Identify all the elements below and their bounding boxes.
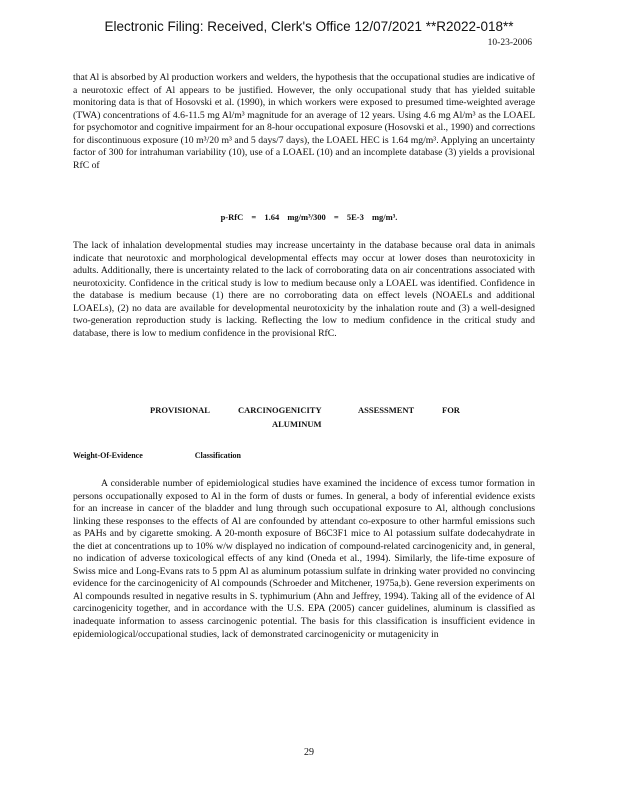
section-title-word: ALUMINUM <box>272 419 322 429</box>
paragraph-carcinogenicity: A considerable number of epidemiological studies have examined the incidence of excess tumor formation in persons occupationally exposed to Al in the form of dusts or fumes. In general, a body of inferential evidence exists for an increase in cancer of the bladder and lung through such occupational exposure to Al, although conclusions linking these responses to the effects of Al are confounded by attendant co-exposure to other harmful emissions such as PAHs and by cigarette smoking. A 20-month exposure of B6C3F1 mice to Al potassium sulfate dodecahydrate in the diet at concentrations up to 10% w/w displayed no indication of compound-related carcinogenicity and, in general, no indication of adverse toxicological effects of any kind (Oneda et al., 1994). Similarly, the life-time exposure of Swiss mice and Long-Evans rats to 5 ppm Al as aluminum potassium sulfate in drinking water provided no convincing evidence for the carcinogenicity of Al compounds (Schroeder and Mitchener, 1975a,b). Gene reversion experiments on Al compounds resulted in negative results in S. typhimurium (Ahn and Jeffrey, 1994). Taking all of the evidence of Al carcinogenicity together, and in accordance with the U.S. EPA (2005) cancer guidelines, aluminum is classified as inadequate information to assess carcinogenic potential. The basis for this classification is insufficient evidence in epidemiological/occupational studies, lack of demonstrated carcinogenicity or mutagenicity in <box>73 478 535 640</box>
paragraph-rfc-derivation: that Al is absorbed by Al production workers and welders, the hypothesis that the occupational studies are indicative of a neurotoxic effect of Al appears to be justified. However, the only occupational study that has yielded suitable monitoring data is that of Hosovski et al. (1990), in which workers were exposed to presumed time-weighted average (TWA) concentrations of 4.6-11.5 mg Al/m³ magnitude for an average of 12 years. Using 4.6 mg Al/m³ as the LOAEL for psychomotor and cognitive impairment for an 8-hour occupational exposure (Hosovski et al., 1990) and corrections for discontinuous exposure (10 m³/20 m³ and 5 days/7 days), the LOAEL HEC is 1.64 mg/m³. Applying an uncertainty factor of 300 for intrahuman variability (10), use of a LOAEL (10) and an incomplete database (3) yields a provisional RfC of <box>73 72 535 171</box>
subheading <box>73 451 293 460</box>
section-title-word: PROVISIONAL <box>150 405 210 415</box>
section-title-word: ASSESSMENT <box>358 405 415 415</box>
subheading-left: Weight-Of-Evidence <box>73 451 143 460</box>
page-number: 29 <box>304 747 314 758</box>
section-title-word: CARCINOGENICITY <box>238 405 322 415</box>
filing-header: Electronic Filing: Received, Clerk's Office 12/07/2021 **R2022-018** <box>104 19 514 34</box>
document-date: 10-23-2006 <box>487 38 532 48</box>
paragraph-uncertainty: The lack of inhalation developmental studies may increase uncertainty in the database because oral data in animals indicate that neurotoxic and morphological developmental effects may occur at lower doses than neurotoxicity in adults. Additionally, there is uncertainty related to the lack of corroborating data on air concentrations associated with neurotoxicity. Confidence in the critical study is low to medium because only a LOAEL was identified. Confidence in the database is medium because (1) there are no corroborating data on effect levels (NOAELs and additional LOAELs), (2) no data are available for developmental neurotoxicity by the inhalation route and (3) a well-designed two-generation reproduction study is lacking. Reflecting the low to medium confidence in the critical study and database, there is low to medium confidence in the provisional RfC. <box>73 240 535 339</box>
section-title-word: FOR <box>442 405 460 415</box>
subheading-right: Classification <box>194 451 242 460</box>
rfc-formula: p-RfC = 1.64 mg/m³/300 = 5E-3 mg/m³. <box>220 212 398 222</box>
